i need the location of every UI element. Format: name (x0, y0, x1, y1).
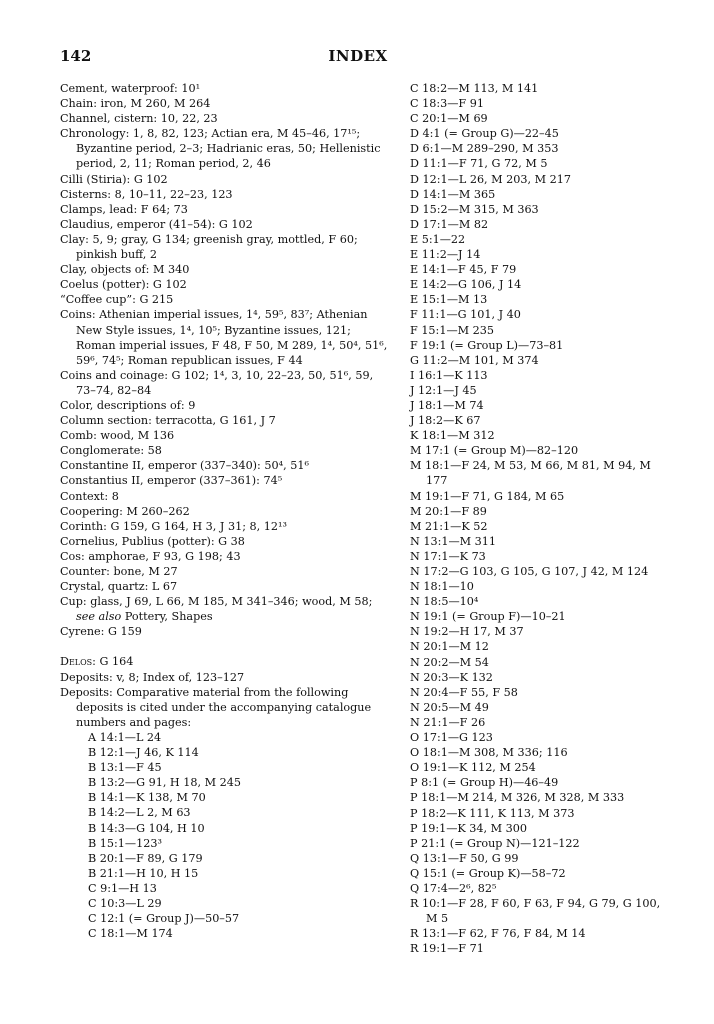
deposit-subentry: Q 15:1 (= Group K)—58–72 (410, 866, 566, 880)
index-entry: Channel, cistern: 10, 22, 23 (60, 112, 218, 126)
index-entry: Crystal, quartz: L 67 (60, 580, 178, 594)
deposit-subentry: N 20:3—K 132 (410, 670, 493, 684)
entry-text: : G 164 (92, 655, 134, 669)
deposit-subentry: B 14:1—K 138, M 70 (88, 791, 206, 805)
index-entry: Column section: terracotta, G 161, J 7 (60, 414, 276, 428)
deposit-subentry: P 18:1—M 214, M 326, M 328, M 333 (410, 791, 625, 805)
index-entry: Chronology: 1, 8, 82, 123; Actian era, M 45–46, 17¹⁵; Byzantine period, 2–3; Hadrianic eras, 50; Hellenistic period, 2, 11; Roman period, 2, 46 (60, 127, 381, 171)
deposit-subentry: G 11:2—M 101, M 374 (410, 353, 539, 367)
deposit-subentry: P 8:1 (= Group H)—46–49 (410, 776, 559, 790)
deposit-subentry: P 18:2—K 111, K 113, M 373 (410, 806, 575, 820)
see-also-label: see also (76, 610, 122, 624)
page-number: 142 (60, 47, 92, 65)
entry-term: Delos (60, 655, 93, 669)
deposit-subentry: C 20:1—M 69 (410, 112, 488, 126)
deposit-subentry: O 18:1—M 308, M 336; 116 (410, 746, 568, 760)
index-entry: Cisterns: 8, 10–11, 22–23, 123 (60, 187, 233, 201)
deposit-subentry: R 19:1—F 71 (410, 942, 484, 956)
index-entry: Coelus (potter): G 102 (60, 278, 187, 292)
index-entry: Coopering: M 260–262 (60, 504, 190, 518)
deposit-subentry: F 15:1—M 235 (410, 323, 494, 337)
index-entry: Conglomerate: 58 (60, 444, 162, 458)
index-entry (60, 654, 394, 669)
index-entry (60, 594, 394, 624)
deposit-subentry: P 19:1—K 34, M 300 (410, 821, 528, 835)
index-column-left (60, 81, 394, 941)
deposit-subentry: B 14:3—G 104, H 10 (88, 821, 205, 835)
deposit-subentry: N 19:2—H 17, M 37 (410, 625, 524, 639)
deposit-subentry: M 19:1—F 71, G 184, M 65 (410, 489, 565, 503)
index-entry: Cornelius, Publius (potter): G 38 (60, 534, 245, 548)
deposit-subentry: N 13:1—M 311 (410, 534, 497, 548)
deposit-subentry: D 4:1 (= Group G)—22–45 (410, 127, 559, 141)
index-entry: Coins and coinage: G 102; 1⁴, 3, 10, 22–23, 50, 51⁶, 59, 73–74, 82–84 (60, 368, 374, 397)
deposit-subentry: B 13:1—F 45 (88, 761, 162, 775)
deposit-subentry: R 13:1—F 62, F 76, F 84, M 14 (410, 927, 586, 941)
deposit-subentry: Q 17:4—2⁶, 82⁵ (410, 881, 497, 895)
index-entry: Clamps, lead: F 64; 73 (60, 202, 188, 216)
index-entry: Deposits: Comparative material from the following deposits is cited under the accompanying catalogue numbers and pages: (60, 685, 372, 729)
deposit-subentry: E 15:1—M 13 (410, 293, 488, 307)
deposit-subentry: M 17:1 (= Group M)—82–120 (410, 444, 579, 458)
deposit-subentry: B 13:2—G 91, H 18, M 245 (88, 776, 241, 790)
deposit-subentry: O 19:1—K 112, M 254 (410, 761, 536, 775)
deposit-subentry: J 18:1—M 74 (410, 398, 484, 412)
deposit-subentry: M 21:1—K 52 (410, 519, 488, 533)
page-title: INDEX (328, 47, 388, 65)
deposit-subentry: N 19:1 (= Group F)—10–21 (410, 610, 566, 624)
deposit-subentry: B 12:1—J 46, K 114 (88, 746, 199, 760)
deposit-subentry: E 5:1—22 (410, 232, 466, 246)
deposit-subentry: C 12:1 (= Group J)—50–57 (88, 912, 240, 926)
deposit-subentry: D 6:1—M 289–290, M 353 (410, 142, 559, 156)
index-entry: Corinth: G 159, G 164, H 3, J 31; 8, 12¹³ (60, 519, 287, 533)
deposit-subentry: N 20:5—M 49 (410, 700, 489, 714)
deposit-subentry: I 16:1—K 113 (410, 368, 488, 382)
deposit-subentry: P 21:1 (= Group N)—121–122 (410, 836, 580, 850)
deposit-subentry: N 20:1—M 12 (410, 640, 489, 654)
deposit-subentry: D 17:1—M 82 (410, 217, 489, 231)
index-entry: Chain: iron, M 260, M 264 (60, 97, 211, 111)
deposit-subentry: N 18:5—10⁴ (410, 595, 479, 609)
deposit-subentry: M 18:1—F 24, M 53, M 66, M 81, M 94, M 177 (410, 459, 651, 488)
deposit-subentry: M 20:1—F 89 (410, 504, 487, 518)
index-entry: Cilli (Stiria): G 102 (60, 172, 168, 186)
deposit-subentry: J 12:1—J 45 (410, 383, 477, 397)
deposit-subentry: C 10:3—L 29 (88, 896, 162, 910)
index-entry: Cement, waterproof: 10¹ (60, 82, 201, 95)
deposit-subentry: E 14:1—F 45, F 79 (410, 263, 517, 277)
deposit-subentry: N 17:2—G 103, G 105, G 107, J 42, M 124 (410, 565, 649, 578)
index-entry: Counter: bone, M 27 (60, 565, 178, 578)
deposit-subentry: N 17:1—K 73 (410, 549, 486, 563)
entry-text: Cup: glass, J 69, L 66, M 185, M 341–346; wood, M 58; (60, 595, 373, 609)
index-entry: Comb: wood, M 136 (60, 429, 175, 443)
deposit-subentry: C 18:3—F 91 (410, 97, 484, 111)
deposit-subentry: C 18:2—M 113, M 141 (410, 82, 539, 95)
deposit-subentry: Q 13:1—F 50, G 99 (410, 851, 519, 865)
deposit-subentry: D 15:2—M 315, M 363 (410, 202, 539, 216)
deposit-subentry: J 18:2—K 67 (410, 414, 481, 428)
index-entry: Constantine II, emperor (337–340): 50⁴, 51⁶ (60, 459, 309, 473)
deposit-subentry: F 19:1 (= Group L)—73–81 (410, 338, 564, 352)
deposit-subentry: K 18:1—M 312 (410, 429, 495, 443)
deposit-subentry: A 14:1—L 24 (88, 730, 162, 744)
index-column-right (410, 81, 665, 956)
index-entry: “Coffee cup”: G 215 (60, 293, 174, 307)
page-header (60, 47, 656, 69)
deposit-subentry: O 17:1—G 123 (410, 731, 493, 745)
deposit-subentry: C 9:1—H 13 (88, 881, 157, 895)
deposit-subentry: F 11:1—G 101, J 40 (410, 308, 521, 322)
deposit-subentry: B 15:1—123³ (88, 836, 162, 850)
deposit-subentry: N 20:4—F 55, F 58 (410, 685, 518, 699)
deposit-subentry: N 20:2—M 54 (410, 655, 489, 669)
deposit-subentry: B 20:1—F 89, G 179 (88, 851, 203, 865)
deposit-subentry: C 18:1—M 174 (88, 927, 173, 941)
index-entry: Coins: Athenian imperial issues, 1⁴, 59⁵, 83⁷; Athenian New Style issues, 1⁴, 10⁵; Byzantine issues, 121; Roman imperial issues, F 48, F 50, M 289, 1⁴, 50⁴, 51⁶, 59⁶, 74⁵; Roman republican issues, F 44 (60, 308, 388, 367)
index-entry: Clay, objects of: M 340 (60, 263, 190, 277)
deposit-subentry: E 11:2—J 14 (410, 248, 481, 262)
deposit-subentry: D 12:1—L 26, M 203, M 217 (410, 172, 572, 186)
deposit-subentry: N 18:1—10 (410, 580, 474, 594)
index-entry: Constantius II, emperor (337–361): 74⁵ (60, 474, 283, 488)
index-entry: Claudius, emperor (41–54): G 102 (60, 217, 253, 231)
deposit-subentry: D 14:1—M 365 (410, 187, 496, 201)
index-entry: Cos: amphorae, F 93, G 198; 43 (60, 549, 241, 563)
deposit-subentry: E 14:2—G 106, J 14 (410, 278, 522, 292)
index-entry: Clay: 5, 9; gray, G 134; greenish gray, mottled, F 60; pinkish buff, 2 (60, 232, 358, 262)
deposit-subentry: R 10:1—F 28, F 60, F 63, F 94, G 79, G 100, M 5 (410, 897, 661, 926)
deposit-subentry: D 11:1—F 71, G 72, M 5 (410, 157, 548, 171)
index-entry: Context: 8 (60, 489, 119, 503)
index-entry: Deposits: v, 8; Index of, 123–127 (60, 670, 245, 684)
deposit-subentry: B 14:2—L 2, M 63 (88, 806, 191, 820)
deposit-subentry: N 21:1—F 26 (410, 715, 486, 729)
deposit-subentry: B 21:1—H 10, H 15 (88, 866, 199, 880)
index-entry: Cyrene: G 159 (60, 625, 142, 639)
section-gap (60, 639, 394, 654)
index-entry: Color, descriptions of: 9 (60, 398, 196, 412)
entry-text: Pottery, Shapes (124, 610, 213, 624)
